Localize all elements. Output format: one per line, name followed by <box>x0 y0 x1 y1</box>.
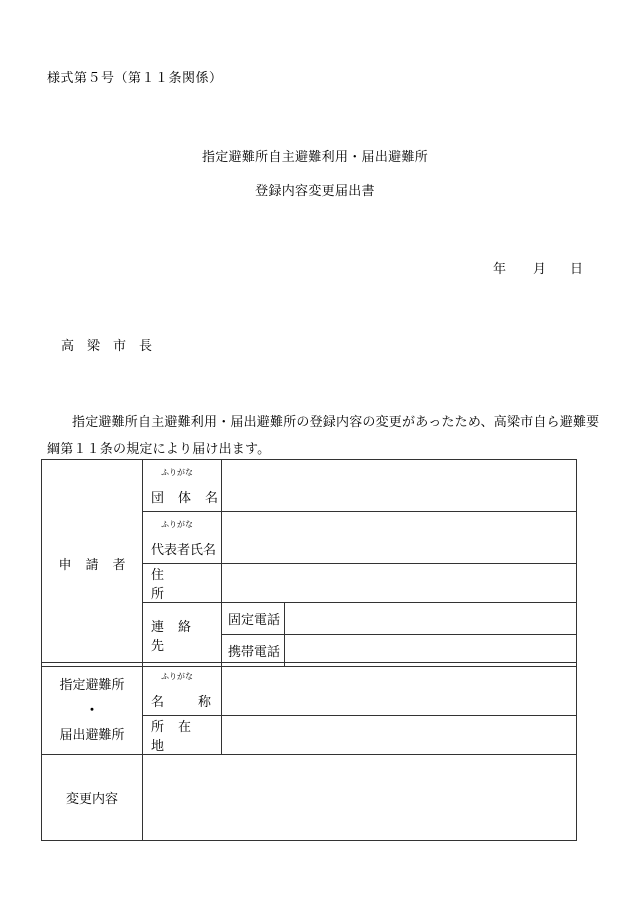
group-name-furigana: ふりがな <box>161 468 193 477</box>
addressee: 高梁市長 <box>61 339 166 354</box>
document-title-line2: 登録内容変更届出書 <box>255 184 375 199</box>
rep-name-furigana: ふりがな <box>161 520 193 529</box>
applicant-label: 申請者 <box>58 557 140 573</box>
rep-name-label-cell <box>143 512 222 564</box>
change-content-label-cell <box>42 755 143 841</box>
date-year-label: 年 <box>493 262 507 277</box>
shelter-label-designated: 指定避難所 <box>59 678 125 693</box>
form-number: 様式第５号（第１１条関係） <box>47 71 223 86</box>
shelter-name-label: 名称 <box>151 694 246 710</box>
location-label-cell <box>143 716 222 755</box>
address-label <box>143 564 221 602</box>
mobile-label: 携帯電話 <box>222 635 285 667</box>
address-field[interactable] <box>222 564 577 603</box>
change-content-field[interactable] <box>143 755 577 841</box>
group-name-label: 団体名 <box>151 491 233 506</box>
contact-label: 連絡先 <box>151 619 206 654</box>
shelter-label-notified: 届出避難所 <box>59 728 125 743</box>
location-label: 所在地 <box>151 720 206 754</box>
shelter-name-field[interactable] <box>222 663 577 716</box>
body-text-line2: 綱第１１条の規定により届け出ます。 <box>47 442 271 457</box>
applicant-label-cell <box>42 460 143 667</box>
landline-field[interactable] <box>285 603 577 635</box>
shelter-name-label-cell <box>143 663 246 716</box>
location-field[interactable] <box>222 716 577 755</box>
contact-label-cell <box>143 603 222 667</box>
shelter-name-furigana: ふりがな <box>161 671 193 681</box>
address-label-cell <box>143 564 222 603</box>
date-month-label: 月 <box>533 262 547 277</box>
rep-name-label: 代表者氏名 <box>151 543 217 558</box>
date-day-label: 日 <box>570 262 584 277</box>
rep-name-field[interactable] <box>222 512 577 564</box>
registration-change-form-table <box>41 459 577 667</box>
body-text-line1: 指定避難所自主避難利用・届出避難所の登録内容の変更があったため、高梁市自ら避難要 <box>72 415 600 430</box>
address-label-text: 住所 <box>151 568 205 602</box>
group-name-field[interactable] <box>222 460 577 512</box>
shelter-form-table <box>41 662 577 841</box>
document-title-line1: 指定避難所自主避難利用・届出避難所 <box>201 150 429 165</box>
group-name-label-cell <box>143 460 233 512</box>
landline-label: 固定電話 <box>222 603 285 635</box>
shelter-label-dot: ・ <box>85 703 99 718</box>
shelter-label-cell <box>42 663 143 755</box>
change-content-label: 変更内容 <box>65 792 118 807</box>
